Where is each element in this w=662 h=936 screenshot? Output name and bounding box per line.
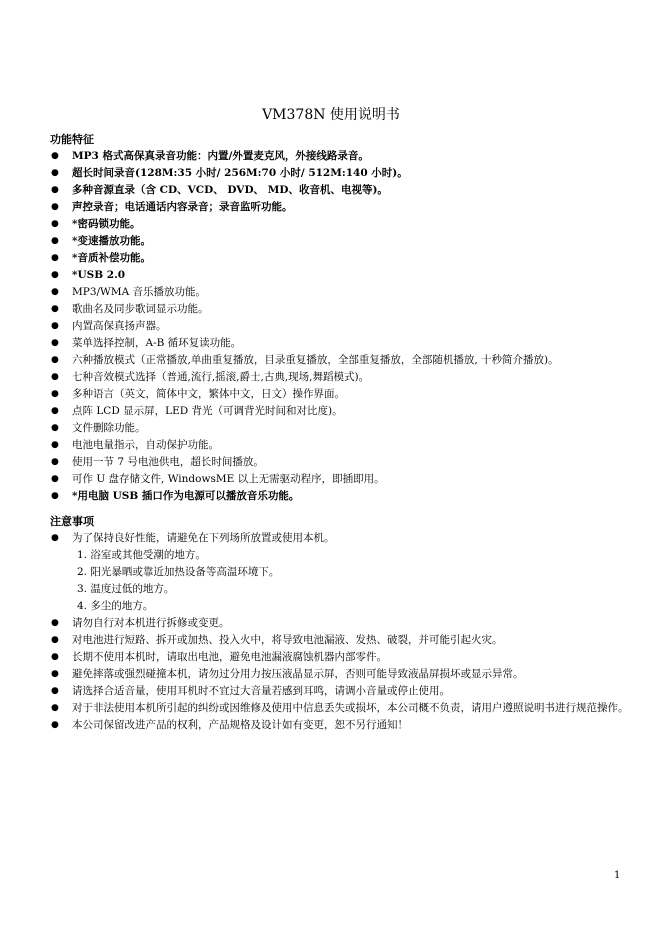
list-item — [50, 165, 640, 182]
numbered-item: 3. 温度过低的地方。 — [77, 583, 175, 595]
list-item-text: 可作 U 盘存储文件, WindowsME 以上无需驱动程序，即插即用。 — [72, 473, 385, 485]
list-item-text: 为了保持良好性能，请避免在下列场所放置或使用本机。 — [72, 532, 335, 544]
numbered-item: 1. 浴室或其他受潮的地方。 — [77, 549, 206, 561]
bullet-icon: ● — [51, 372, 59, 382]
bullet-icon: ● — [51, 168, 59, 178]
list-item — [50, 284, 640, 301]
list-item-text: *用电脑 USB 插口作为电源可以播放音乐功能。 — [72, 490, 300, 502]
list-item-text: 本公司保留改进产品的权利，产品规格及设计如有变更，恕不另行通知！ — [72, 719, 408, 731]
list-item — [50, 700, 640, 717]
list-item-text: *USB 2.0 — [72, 269, 126, 281]
notes-heading: 注意事项 — [50, 515, 94, 528]
list-item — [50, 454, 640, 471]
list-item — [50, 199, 640, 216]
bullet-icon: ● — [51, 669, 59, 679]
bullet-icon: ● — [51, 423, 59, 433]
features-list — [50, 148, 640, 505]
page-number: 1 — [614, 870, 621, 881]
notes-list — [50, 530, 640, 734]
bullet-icon: ● — [51, 474, 59, 484]
list-item — [50, 335, 640, 352]
list-item-text: 多种音源直录（含 CD、VCD、 DVD、 MD、收音机、电视等)。 — [72, 184, 388, 196]
list-item — [50, 437, 640, 454]
list-item — [50, 471, 640, 488]
features-section — [50, 131, 640, 505]
list-item-text: 超长时间录音(128M:35 小时/ 256M:70 小时/ 512M:140 小时)。 — [72, 167, 408, 179]
list-item-text: 六种播放模式（正常播放,单曲重复播放，目录重复播放，全部重复播放，全部随机播放, 十秒简介播放)。 — [72, 354, 559, 366]
list-item-text: 菜单选择控制，A-B 循环复读功能。 — [72, 337, 242, 349]
list-item — [50, 488, 640, 505]
list-item — [50, 369, 640, 386]
bullet-icon: ● — [51, 533, 59, 543]
bullet-icon: ● — [51, 440, 59, 450]
numbered-item: 2. 阳光暴晒或靠近加热设备等高温环境下。 — [77, 566, 280, 578]
features-heading: 功能特征 — [50, 133, 94, 146]
list-item-text: 七种音效模式选择（普通,流行,摇滚,爵士,古典,现场,舞蹈模式)。 — [72, 371, 370, 383]
list-item-text: 对电池进行短路、拆开或加热、投入火中，将导致电池漏液、发热、破裂，并可能引起火灾。 — [72, 634, 503, 646]
bullet-icon: ● — [51, 618, 59, 628]
list-item — [50, 530, 640, 547]
bullet-icon: ● — [51, 635, 59, 645]
list-item — [50, 632, 640, 649]
bullet-icon: ● — [51, 202, 59, 212]
list-item-text: *音质补偿功能。 — [72, 252, 151, 264]
list-item-text: MP3 格式高保真录音功能：内置/外置麦克风，外接线路录音。 — [72, 150, 369, 162]
bullet-icon: ● — [51, 652, 59, 662]
list-item — [50, 403, 640, 420]
list-item — [50, 717, 640, 734]
notes-section — [50, 513, 640, 734]
list-item-text: 请选择合适音量，使用耳机时不宜过大音量若感到耳鸣，请调小音量或停止使用。 — [72, 685, 450, 697]
bullet-icon: ● — [51, 287, 59, 297]
bullet-icon: ● — [51, 406, 59, 416]
list-item-text: 文件删除功能。 — [72, 422, 146, 434]
list-item-text: 避免摔落或强烈碰撞本机，请勿过分用力按压液晶显示屏，否则可能导致液晶屏损坏或显示异常。 — [72, 668, 524, 680]
bullet-icon: ● — [51, 355, 59, 365]
bullet-icon: ● — [51, 720, 59, 730]
list-item-text: 声控录音；电话通话内容录音；录音监听功能。 — [72, 201, 293, 213]
bullet-icon: ● — [51, 703, 59, 713]
bullet-icon: ● — [51, 151, 59, 161]
list-item — [50, 301, 640, 318]
list-item-text: *变速播放功能。 — [72, 235, 151, 247]
bullet-icon: ● — [51, 270, 59, 280]
list-item — [50, 182, 640, 199]
list-item-text: 内置高保真扬声器。 — [72, 320, 167, 332]
bullet-icon: ● — [51, 686, 59, 696]
list-item — [50, 615, 640, 632]
list-item — [50, 233, 640, 250]
list-item-text: 对于非法使用本机所引起的纠纷或因维修及使用中信息丢失或损坏，本公司概不负责，请用户遵照说明书进行规范操作。 — [72, 702, 629, 714]
bullet-icon: ● — [51, 389, 59, 399]
list-item — [50, 386, 640, 403]
list-item-text: 使用一节 7 号电池供电，超长时间播放。 — [72, 456, 264, 468]
list-item-text: *密码锁功能。 — [72, 218, 141, 230]
bullet-icon: ● — [51, 491, 59, 501]
list-item-text: 长期不使用本机时，请取出电池，避免电池漏液腐蚀机器内部零件。 — [72, 651, 387, 663]
list-item — [50, 420, 640, 437]
list-item-text: 歌曲名及同步歌词显示功能。 — [72, 303, 209, 315]
bullet-icon: ● — [51, 185, 59, 195]
list-item — [50, 216, 640, 233]
list-item — [50, 250, 640, 267]
bullet-icon: ● — [51, 236, 59, 246]
list-item-text: 点阵 LCD 显示屏，LED 背光（可调背光时间和对比度)。 — [72, 405, 343, 417]
list-item — [50, 649, 640, 666]
list-item — [50, 683, 640, 700]
list-item — [50, 267, 640, 284]
list-item-text: 多种语言（英文，简体中文，繁体中文，日文）操作界面。 — [72, 388, 345, 400]
bullet-icon: ● — [51, 321, 59, 331]
bullet-icon: ● — [51, 304, 59, 314]
bullet-icon: ● — [51, 457, 59, 467]
list-item-text: 电池电量指示，自动保护功能。 — [72, 439, 219, 451]
page-title: VM378N 使用说明书 — [262, 107, 400, 123]
bullet-icon: ● — [51, 219, 59, 229]
list-item — [50, 666, 640, 683]
bullet-icon: ● — [51, 338, 59, 348]
bullet-icon: ● — [51, 253, 59, 263]
list-item-text: 请勿自行对本机进行拆修或变更。 — [72, 617, 230, 629]
list-item — [50, 318, 640, 335]
numbered-item: 4. 多尘的地方。 — [77, 600, 154, 612]
list-item — [50, 148, 640, 165]
list-item-text: MP3/WMA 音乐播放功能。 — [72, 286, 206, 298]
list-item — [50, 352, 640, 369]
